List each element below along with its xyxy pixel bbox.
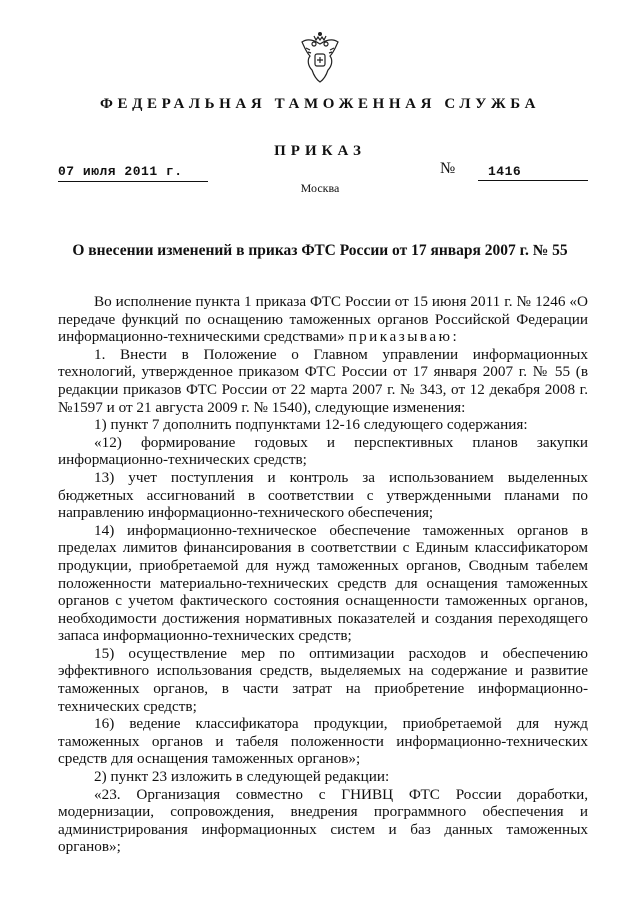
agency-name: ФЕДЕРАЛЬНАЯ ТАМОЖЕННАЯ СЛУЖБА: [99, 96, 541, 112]
order-body: [58, 293, 588, 856]
order-date: 07 июля 2011 г.: [58, 164, 208, 182]
intro-paragraph: [58, 293, 588, 346]
state-emblem-icon: [298, 30, 342, 86]
point-12: «12) формирование годовых и перспективных планов закупки информационно-технических средств;: [58, 433, 588, 469]
point-13: 13) учет поступления и контроль за использованием выделенных бюджетных ассигнований в соответствии с утвержденными планами по направлению информационно-технического обеспечения;: [58, 468, 588, 522]
subitem-2: 2) пункт 23 изложить в следующей редакции:: [94, 768, 390, 786]
point-16: 16) ведение классификатора продукции, приобретаемой для нужд таможенных органов и табеля положенности информационно-технических средств для оснащения таможенных органов»;: [58, 715, 588, 768]
subitem-1: 1) пункт 7 дополнить подпунктами 12-16 следующего содержания:: [94, 416, 528, 434]
item-1: 1. Внести в Положение о Главном управлении информационных технологий, утвержденное приказом ФТС России от 17 января 2007 г. № 55 (в редакции приказов ФТС России от 22 марта 2007 г. № 343, от 12 декабря 2008 г. №1597 и от 21 августа 2009 г. № 1540), следующие изменения:: [58, 345, 588, 416]
order-word: приказываю:: [348, 328, 460, 346]
order-number: 1416: [478, 164, 588, 181]
city: Москва: [300, 181, 340, 195]
point-23: «23. Организация совместно с ГНИВЦ ФТС России доработки, модернизации, сопровождения, внедрения программного обеспечения и администрирования информационных систем и баз данных таможенных органов»;: [58, 785, 588, 856]
point-15: 15) осуществление мер по оптимизации расходов и обеспечению эффективного использования средств, выделяемых на содержание и развитие таможенных органов, в части затрат на приобретение информационно-технических средств;: [58, 644, 588, 715]
point-14: 14) информационно-техническое обеспечение таможенных органов в пределах лимитов финансирования в соответствии с Единым классификатором продукции, приобретаемой для нужд таможенных органов, Сводным табелем положенности материально-технических средств для оснащения таможенных органов с учетом фактического состояния оснащенности таможенных органов, необходимости достижения нормативных показателей и создания переходящего запаса информационно-технических средств;: [58, 521, 588, 645]
number-sign: №: [440, 160, 456, 177]
document-type: ПРИКАЗ: [274, 143, 366, 159]
order-title: О внесении изменений в приказ ФТС России от 17 января 2007 г. № 55: [72, 242, 568, 259]
intro-text: Во исполнение пункта 1 приказа ФТС России от 15 июня 2011 г. № 1246 «О передаче функций по оснащению таможенных органов Российской Федерации информационно-техническими средствами»: [58, 293, 588, 346]
